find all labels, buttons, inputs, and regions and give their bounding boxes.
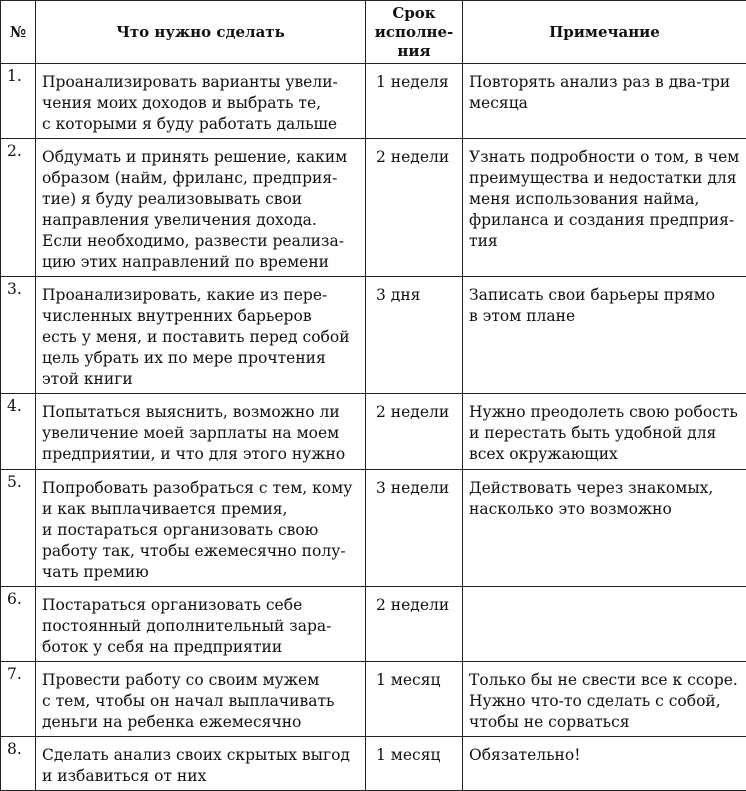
table-header [1, 1, 746, 64]
row-term: 3 недели [366, 470, 463, 587]
row-term: 1 месяц [366, 662, 463, 737]
row-number: 8. [1, 737, 36, 791]
row-number: 2. [1, 139, 36, 277]
row-task: Проанализировать, какие из пере- численных внутренних барьеров есть у меня, и поставить перед собой цель убрать их по мере прочтения этой книги [36, 277, 366, 394]
row-note: Только бы не свести все к ссоре. Нужно что-то сделать с собой, чтобы не сорваться [463, 662, 746, 737]
row-number: 3. [1, 277, 36, 394]
header-row [1, 1, 746, 64]
row-note: Нужно преодолеть свою робость и перестать быть удобной для всех окружающих [463, 394, 746, 470]
row-term: 1 неделя [366, 64, 463, 139]
row-note: Записать свои барьеры прямо в этом плане [463, 277, 746, 394]
row-note: Повторять анализ раз в два-три месяца [463, 64, 746, 139]
header-term: Срок исполне- ния [366, 1, 463, 64]
row-note: Обязательно! [463, 737, 746, 791]
row-number: 7. [1, 662, 36, 737]
row-number: 5. [1, 470, 36, 587]
row-note [463, 587, 746, 662]
row-number: 4. [1, 394, 36, 470]
table-body [1, 64, 746, 791]
table-row [1, 737, 746, 791]
row-task: Обдумать и принять решение, каким образом (найм, фриланс, предприя- тие) я буду реализовывать свои направления увеличения дохода. Если необходимо, развести реализа- цию этих направлений по времени [36, 139, 366, 277]
row-task: Проанализировать варианты увели- чения моих доходов и выбрать те, с которыми я буду работать дальше [36, 64, 366, 139]
row-term: 2 недели [366, 139, 463, 277]
row-task: Попытаться выяснить, возможно ли увеличение моей зарплаты на моем предприятии, и что для этого нужно [36, 394, 366, 470]
row-task: Сделать анализ своих скрытых выгод и избавиться от них [36, 737, 366, 791]
row-term: 2 недели [366, 587, 463, 662]
table-row [1, 470, 746, 587]
row-number: 6. [1, 587, 36, 662]
table-row [1, 587, 746, 662]
row-term: 2 недели [366, 394, 463, 470]
table-row [1, 139, 746, 277]
table-row [1, 277, 746, 394]
row-task: Попробовать разобраться с тем, кому и как выплачивается премия, и постараться организовать свою работу так, чтобы ежемесячно полу- чать премию [36, 470, 366, 587]
row-task: Провести работу со своим мужем с тем, чтобы он начал выплачивать деньги на ребенка ежемесячно [36, 662, 366, 737]
header-number: № [1, 1, 36, 64]
table-row [1, 662, 746, 737]
header-note: Примечание [463, 1, 746, 64]
row-term: 1 месяц [366, 737, 463, 791]
row-number: 1. [1, 64, 36, 139]
header-task: Что нужно сделать [36, 1, 366, 64]
row-term: 3 дня [366, 277, 463, 394]
row-note: Узнать подробности о том, в чем преимущества и недостатки для меня использования найма, фриланса и создания предприя- тия [463, 139, 746, 277]
table-row [1, 64, 746, 139]
row-note: Действовать через знакомых, насколько это возможно [463, 470, 746, 587]
table-row [1, 394, 746, 470]
row-task: Постараться организовать себе постоянный дополнительный зара- боток у себя на предприятии [36, 587, 366, 662]
